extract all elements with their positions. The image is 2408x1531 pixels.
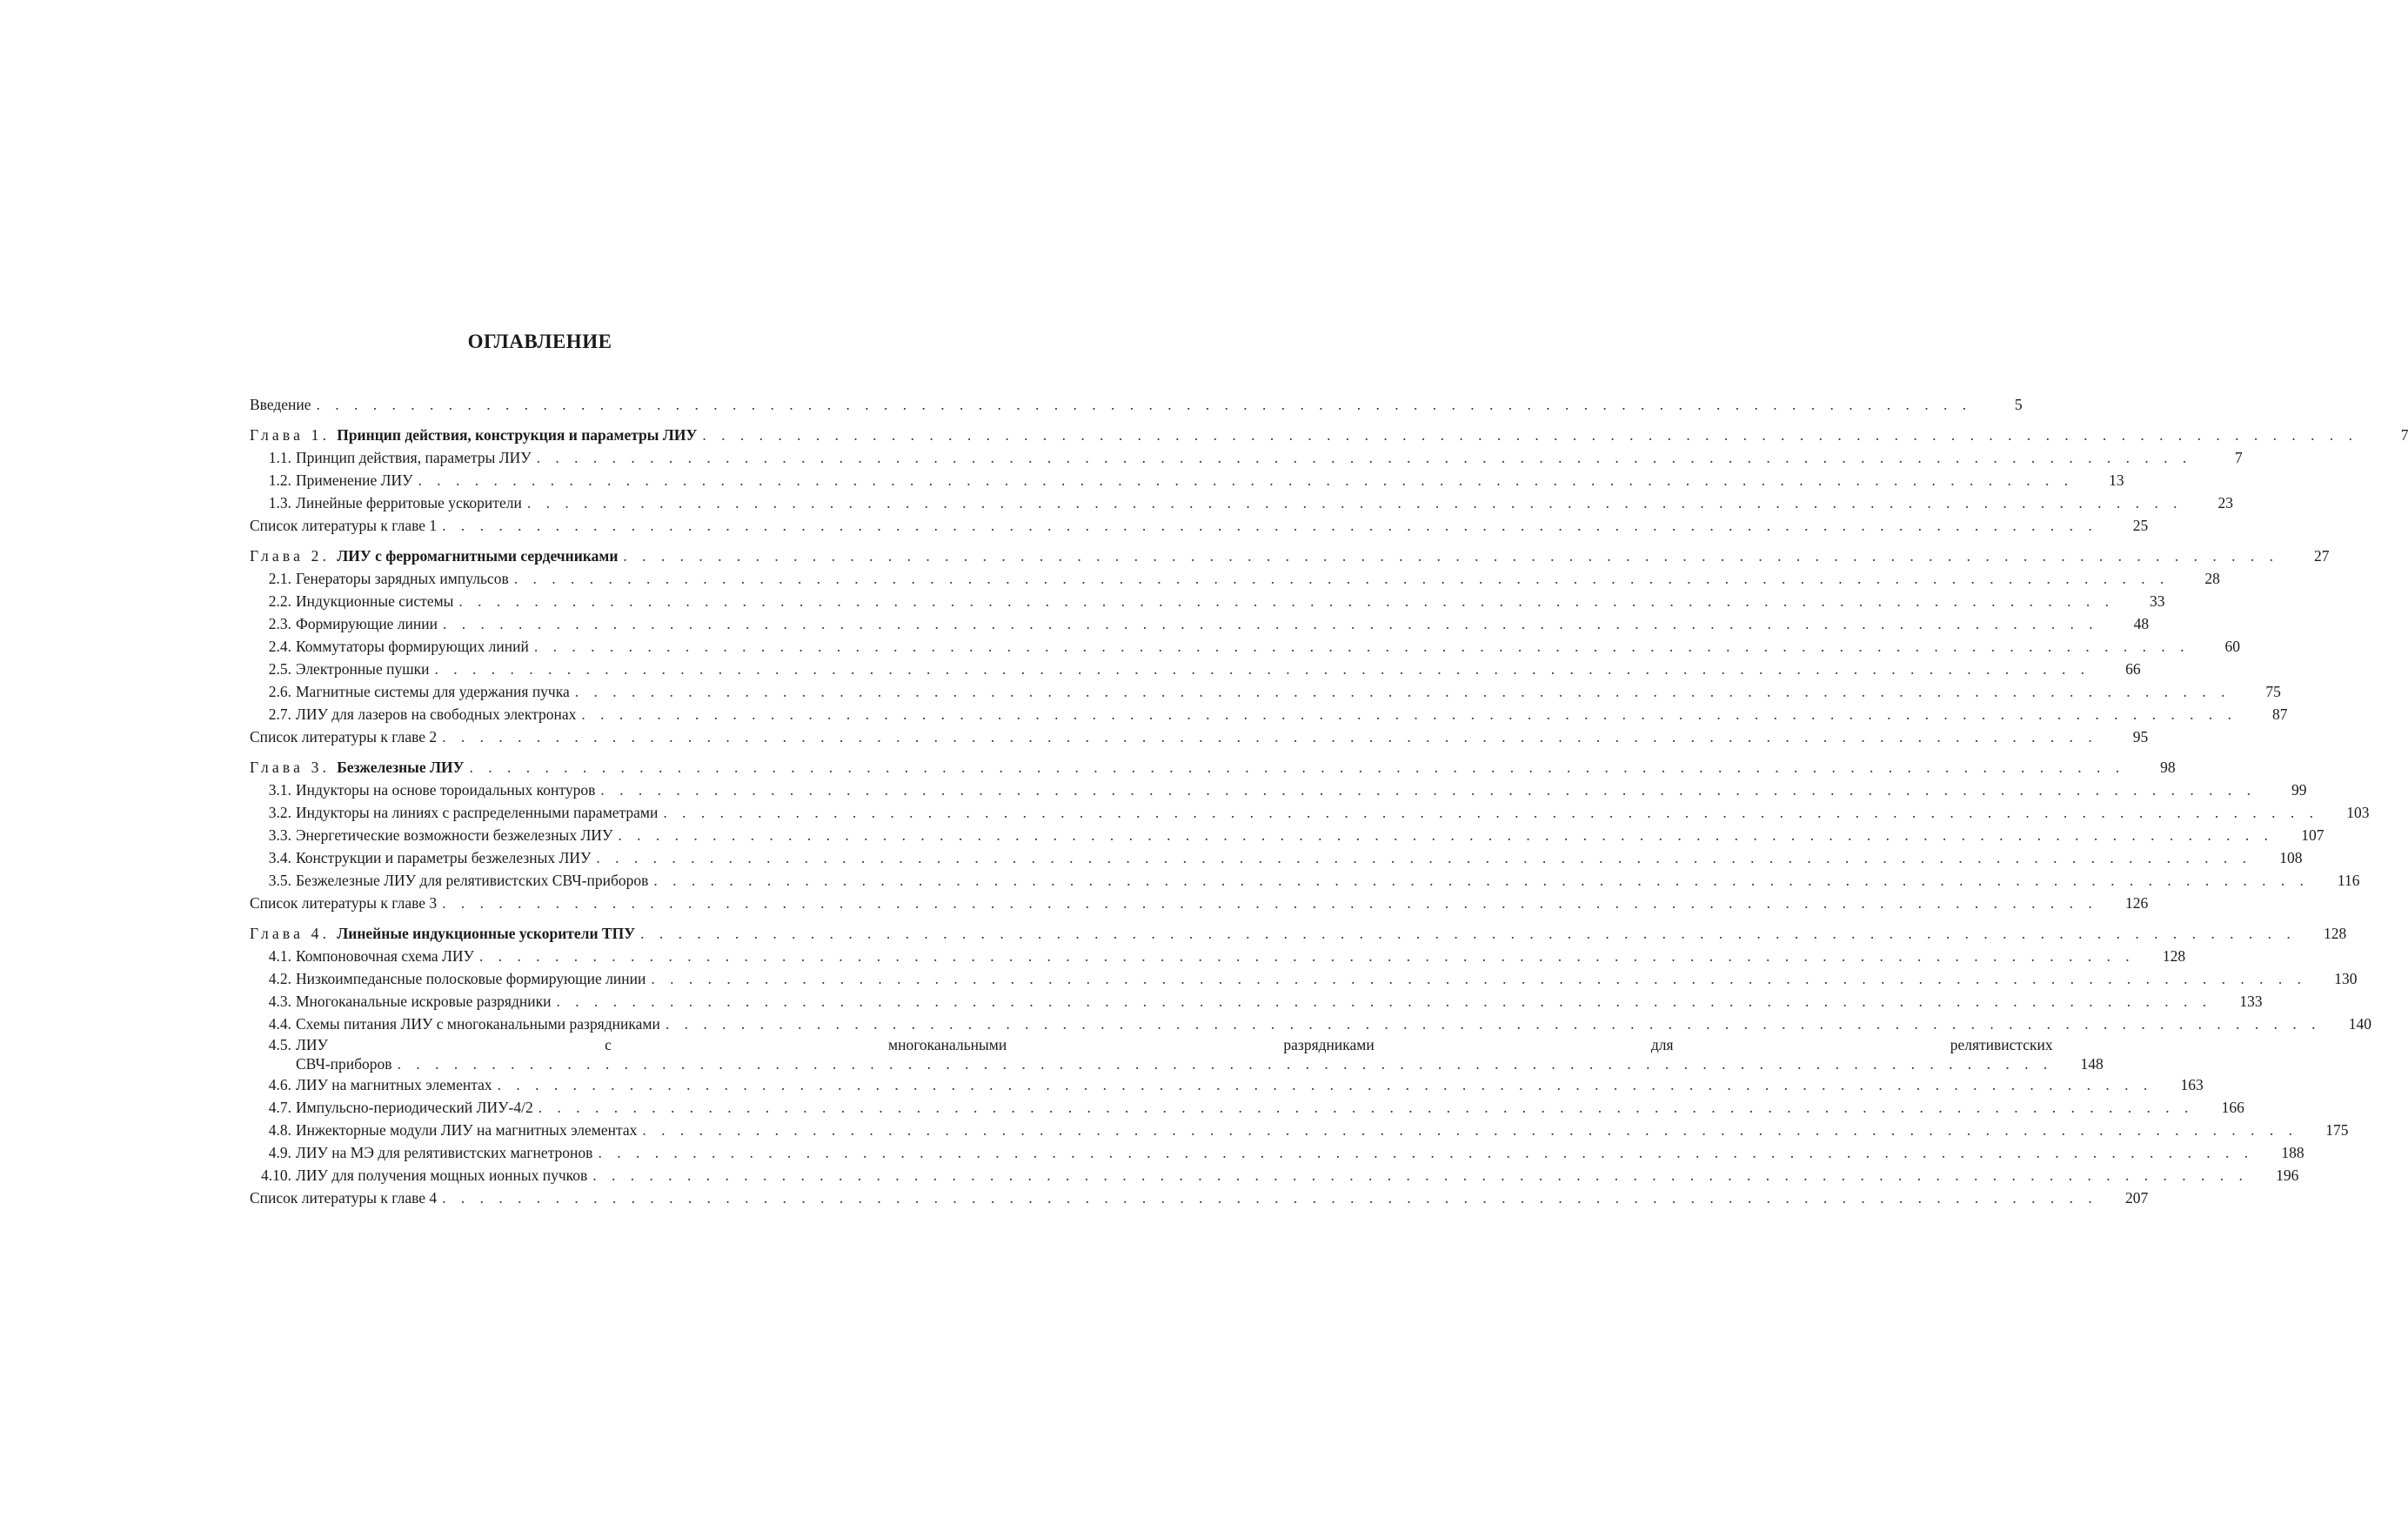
section-title: ЛИУ на МЭ для релятивистских магнетронов <box>296 1144 593 1161</box>
leader-dots <box>623 545 2278 567</box>
section-title: Индукторы на линиях с распределенными параметрами <box>296 804 659 821</box>
section-number: 2.1. <box>268 570 291 587</box>
toc-page-number: 103 <box>2346 804 2370 821</box>
toc-page-number: 133 <box>2239 993 2263 1010</box>
section-number: 4.3. <box>268 993 291 1010</box>
toc-section <box>250 1119 2349 1141</box>
section-title: ЛИУ на магнитных элементах <box>296 1076 492 1093</box>
leader-dots <box>653 869 2309 892</box>
toc-page-number: 166 <box>2221 1099 2244 1116</box>
toc-page-number: 25 <box>2132 517 2149 534</box>
references-title: Список литературы к главе 4 <box>250 1189 438 1207</box>
section-title: Генераторы зарядных импульсов <box>296 570 509 587</box>
leader-dots <box>618 824 2273 846</box>
leader-dots <box>642 1119 2298 1141</box>
chapter-title: ЛИУ с ферромагнитными сердечниками <box>337 547 619 565</box>
section-title: Инжекторные модули ЛИУ на магнитных элементах <box>296 1121 638 1139</box>
toc-entry-intro <box>250 393 2023 416</box>
toc-section <box>250 658 2141 680</box>
toc-section <box>250 635 2240 658</box>
toc-page-number: 130 <box>2334 970 2358 987</box>
section-title: Применение ЛИУ <box>296 471 413 489</box>
section-number: 4.5. <box>268 1036 291 1053</box>
section-title: Формирующие линии <box>296 615 438 632</box>
toc-section <box>250 1141 2304 1164</box>
toc-section <box>250 590 2165 612</box>
leader-dots <box>640 922 2296 945</box>
toc-page-number: 163 <box>2180 1076 2204 1093</box>
leader-dots <box>469 756 2124 779</box>
section-title: Безжелезные ЛИУ для релятивистских СВЧ-приборов <box>296 872 649 889</box>
toc-page-number: 128 <box>2162 947 2186 965</box>
leader-dots <box>666 1013 2321 1035</box>
toc-section <box>250 779 2307 801</box>
chapter-label: Глава 3. <box>250 759 331 776</box>
section-title-word: с <box>605 1036 612 1053</box>
toc-page-number: 148 <box>2080 1055 2104 1073</box>
section-title: Компоновочная схема ЛИУ <box>296 947 474 965</box>
leader-dots <box>702 424 2358 446</box>
section-title: Импульсно-периодический ЛИУ-4/2 <box>296 1099 533 1116</box>
leader-dots <box>556 990 2211 1013</box>
toc-chapter-4 <box>250 922 2347 945</box>
leader-dots <box>443 612 2098 635</box>
leader-dots <box>498 1073 2153 1096</box>
toc-section <box>250 869 2360 892</box>
leader-dots <box>651 967 2306 990</box>
leader-dots <box>663 801 2318 824</box>
toc-chapter-1 <box>250 424 2408 446</box>
section-number: 2.4. <box>268 638 291 655</box>
toc-page-number: 75 <box>2265 683 2281 700</box>
section-number: 4.9. <box>268 1144 291 1161</box>
toc-section <box>250 846 2303 869</box>
leader-dots <box>527 491 2183 514</box>
section-title: Энергетические возможности безжелезных ЛИУ <box>296 826 613 844</box>
toc-section <box>250 1035 2104 1073</box>
leader-dots <box>581 703 2237 725</box>
leader-dots <box>418 469 2074 491</box>
toc-section <box>250 1164 2299 1187</box>
section-number: 4.1. <box>268 947 291 965</box>
leader-dots <box>317 393 1972 416</box>
toc-page-number: 7 <box>2400 426 2408 444</box>
leader-dots <box>538 1096 2194 1119</box>
toc-section <box>250 990 2263 1013</box>
toc-page-number: 128 <box>2323 925 2347 942</box>
section-number: 4.10. <box>261 1167 291 1184</box>
section-title-word: многоканальными <box>888 1036 1007 1053</box>
toc-page-number: 66 <box>2125 660 2141 678</box>
section-title: ЛИУ для получения мощных ионных пучков <box>296 1167 588 1184</box>
section-title: СВЧ-приборов <box>296 1055 392 1073</box>
page-title: ОГЛАВЛЕНИЕ <box>467 331 612 352</box>
leader-dots <box>575 680 2231 703</box>
section-title: Схемы питания ЛИУ с многоканальными разрядниками <box>296 1015 660 1033</box>
toc-page-number: 207 <box>2125 1189 2149 1207</box>
section-title: Принцип действия, параметры ЛИУ <box>296 449 532 466</box>
references-title: Список литературы к главе 1 <box>250 517 438 534</box>
toc-section <box>250 703 2288 725</box>
leader-dots <box>442 1187 2097 1209</box>
section-title: Магнитные системы для удержания пучка <box>296 683 570 700</box>
section-title-word: для <box>1650 1036 1674 1053</box>
section-title-word: разрядниками <box>1283 1036 1375 1053</box>
section-number: 2.3. <box>268 615 291 632</box>
leader-dots <box>435 658 2090 680</box>
toc-page-number: 28 <box>2204 570 2220 587</box>
section-number: 2.2. <box>268 592 291 610</box>
chapter-title: Принцип действия, конструкция и параметры ЛИУ <box>337 426 698 444</box>
toc-chapter-2 <box>250 545 2330 567</box>
section-number: 1.3. <box>268 494 291 511</box>
leader-dots <box>514 567 2170 590</box>
toc-page-number: 7 <box>2234 449 2243 466</box>
leader-dots <box>442 514 2097 537</box>
section-number: 3.4. <box>268 849 291 866</box>
toc-page-number: 60 <box>2224 638 2240 655</box>
toc-page-number: 116 <box>2337 872 2360 889</box>
toc-page-number: 126 <box>2125 894 2149 912</box>
leader-dots <box>479 945 2135 967</box>
toc-page-number: 23 <box>2217 494 2233 511</box>
leader-dots <box>442 725 2097 748</box>
table-of-contents <box>250 393 2408 1209</box>
section-number: 1.1. <box>268 449 291 466</box>
leader-dots <box>537 446 2192 469</box>
toc-page-number: 175 <box>2325 1121 2349 1139</box>
section-number: 4.2. <box>268 970 291 987</box>
toc-section <box>250 801 2370 824</box>
section-number: 1.2. <box>268 471 291 489</box>
section-number: 4.7. <box>268 1099 291 1116</box>
section-title: ЛИУ для лазеров на свободных электронах <box>296 705 577 723</box>
toc-section <box>250 469 2124 491</box>
section-title: Многоканальные искровые разрядники <box>296 993 552 1010</box>
toc-references <box>250 892 2149 914</box>
section-number: 4.4. <box>268 1015 291 1033</box>
toc-section <box>250 945 2186 967</box>
leader-dots <box>534 635 2190 658</box>
section-number: 4.6. <box>268 1076 291 1093</box>
toc-page-number: 140 <box>2348 1015 2371 1033</box>
section-title-word: ЛИУ <box>296 1036 328 1053</box>
toc-page-number: 99 <box>2291 781 2307 799</box>
leader-dots <box>596 846 2251 869</box>
toc-references <box>250 1187 2149 1209</box>
toc-page-number: 27 <box>2314 547 2330 565</box>
leader-dots <box>592 1164 2248 1187</box>
section-number: 2.6. <box>268 683 291 700</box>
section-title: Индукционные системы <box>296 592 454 610</box>
toc-chapter-3 <box>250 756 2176 779</box>
section-number: 3.3. <box>268 826 291 844</box>
toc-page-number: 33 <box>2150 592 2165 610</box>
toc-section <box>250 824 2324 846</box>
toc-page-number: 87 <box>2271 705 2288 723</box>
toc-page-number: 98 <box>2160 759 2176 776</box>
toc-page-number: 5 <box>2014 396 2023 413</box>
chapter-label: Глава 2. <box>250 547 331 565</box>
toc-page-number: 108 <box>2279 849 2303 866</box>
section-title: Конструкции и параметры безжелезных ЛИУ <box>296 849 592 866</box>
leader-dots <box>442 892 2097 914</box>
toc-section <box>250 567 2220 590</box>
toc-page-number: 188 <box>2281 1144 2304 1161</box>
leader-dots <box>458 590 2114 612</box>
section-title: Индукторы на основе тороидальных контуров <box>296 781 596 799</box>
section-number: 4.8. <box>268 1121 291 1139</box>
toc-page-number: 13 <box>2109 471 2124 489</box>
toc-page-number: 196 <box>2276 1167 2299 1184</box>
toc-section <box>250 680 2281 703</box>
section-number: 3.5. <box>268 872 291 889</box>
toc-section <box>250 1013 2371 1035</box>
toc-section <box>250 1073 2204 1096</box>
toc-page-number: 48 <box>2133 615 2150 632</box>
section-number: 3.1. <box>268 781 291 799</box>
section-title-word: релятивистских <box>1950 1036 2053 1053</box>
toc-references <box>250 725 2149 748</box>
section-title: Электронные пушки <box>296 660 430 678</box>
toc-section <box>250 491 2233 514</box>
toc-section <box>250 612 2150 635</box>
chapter-label: Глава 1. <box>250 426 331 444</box>
section-title: Коммутаторы формирующих линий <box>296 638 529 655</box>
section-title: Низкоимпедансные полосковые формирующие линии <box>296 970 646 987</box>
toc-section <box>250 446 2243 469</box>
toc-section <box>250 967 2358 990</box>
section-number: 2.7. <box>268 705 291 723</box>
toc-page-number: 95 <box>2132 728 2149 745</box>
chapter-label: Глава 4. <box>250 925 331 942</box>
leader-dots <box>600 779 2256 801</box>
toc-page-number: 107 <box>2301 826 2324 844</box>
section-title: Линейные ферритовые ускорители <box>296 494 522 511</box>
section-number: 2.5. <box>268 660 291 678</box>
leader-dots <box>398 1054 2053 1073</box>
references-title: Список литературы к главе 3 <box>250 894 438 912</box>
chapter-title: Линейные индукционные ускорители ТПУ <box>337 925 636 942</box>
leader-dots <box>598 1141 2253 1164</box>
section-number: 3.2. <box>268 804 291 821</box>
references-title: Список литературы к главе 2 <box>250 728 438 745</box>
toc-section <box>250 1096 2244 1119</box>
toc-references <box>250 514 2149 537</box>
toc-entry-title: Введение <box>250 396 311 413</box>
chapter-title: Безжелезные ЛИУ <box>337 759 465 776</box>
